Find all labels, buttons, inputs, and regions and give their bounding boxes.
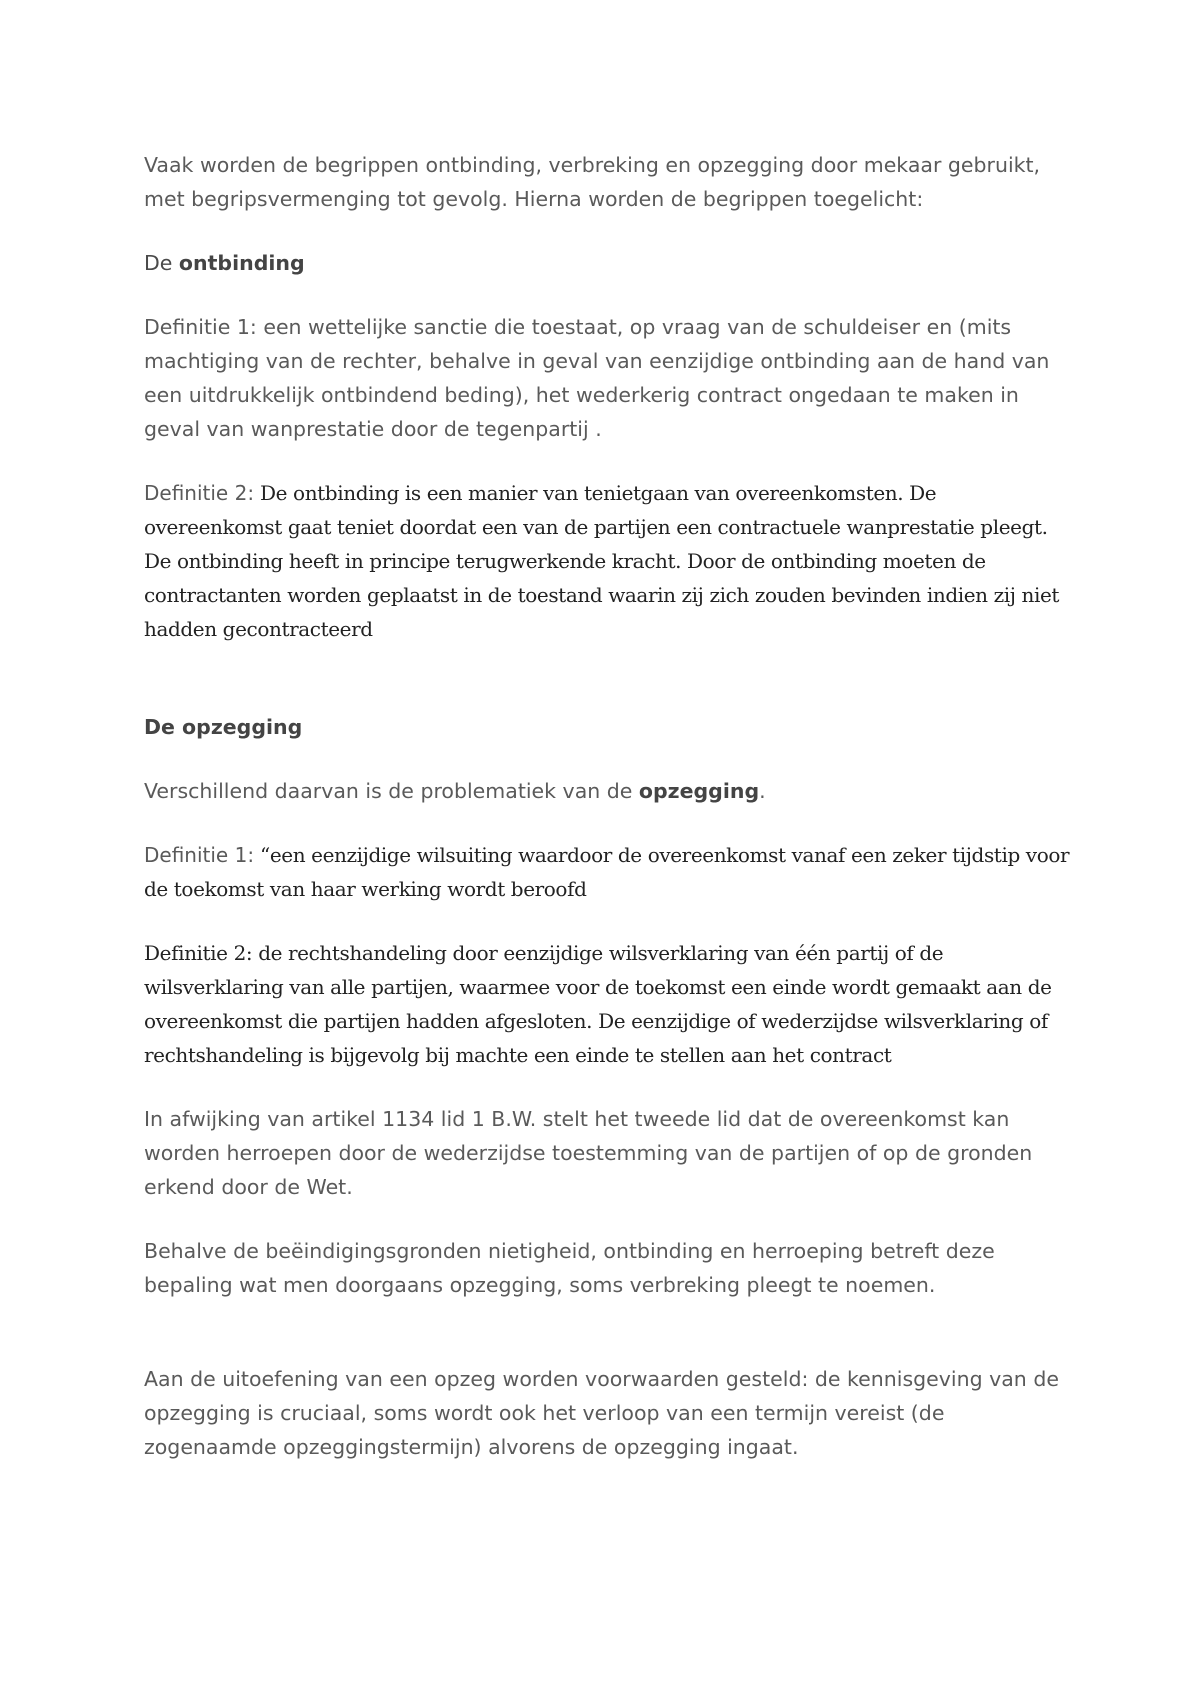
opzegging-definition-1-lead: Definitie 1: [144, 843, 255, 867]
intro-paragraph: Vaak worden de begrippen ontbinding, verbreking en opzegging door mekaar gebruikt, met begripsvermenging tot gevolg. Hierna worden de begrippen toegelicht: [144, 153, 1041, 211]
heading-ontbinding-bold: ontbinding [178, 251, 305, 275]
opzegging-definition-1 [144, 838, 1074, 906]
opzegging-definition-2: Definitie 2: de rechtshandeling door eenzijdige wilsverklaring van één partij of de wilsverklaring van alle partijen, waarmee voor de toekomst een einde wordt gemaakt aan de overeenkomst die partijen hadden afgesloten. De eenzijdige of wederzijdse wilsverklaring of rechtshandeling is bijgevolg bij machte een einde te stellen aan het contract [144, 941, 1052, 1067]
heading-ontbinding-prefix: De [144, 251, 179, 275]
heading-opzegging: De opzegging [144, 715, 303, 739]
opzegging-intro [144, 774, 1074, 808]
behalve-paragraph: Behalve de beëindigingsgronden nietigheid, ontbinding en herroeping betreft deze bepaling wat men doorgaans opzegging, soms verbreking pleegt te noemen. [144, 1239, 995, 1297]
opzegging-intro-bold: opzegging [638, 779, 760, 803]
opzegging-definition-1-text: “een eenzijdige wilsuiting waardoor de overeenkomst vanaf een zeker tijdstip voor de toekomst van haar werking wordt beroofd [144, 843, 1070, 901]
document-body [144, 148, 1074, 1464]
opzegging-intro-suffix: . [759, 779, 766, 803]
opzegging-intro-prefix: Verschillend daarvan is de problematiek van de [144, 779, 639, 803]
uitoefening-paragraph: Aan de uitoefening van een opzeg worden voorwaarden gesteld: de kennisgeving van de opzegging is cruciaal, soms wordt ook het verloop van een termijn vereist (de zogenaamde opzeggingstermijn) alvorens de opzegging ingaat. [144, 1367, 1059, 1459]
ontbinding-definition-2 [144, 476, 1074, 646]
heading-ontbinding [144, 246, 1074, 280]
ontbinding-definition-2-text: De ontbinding is een manier van tenietgaan van overeenkomsten. De overeenkomst gaat teniet doordat een van de partijen een contractuele wanprestatie pleegt. De ontbinding heeft in principe terugwerkende kracht. Door de ontbinding moeten de contractanten worden geplaatst in de toestand waarin zij zich zouden bevinden indien zij niet hadden gecontracteerd [144, 481, 1060, 641]
ontbinding-definition-1: Definitie 1: een wettelijke sanctie die toestaat, op vraag van de schuldeiser en (mits machtiging van de rechter, behalve in geval van eenzijdige ontbinding aan de hand van een uitdrukkelijk ontbindend beding), het wederkerig contract ongedaan te maken in geval van wanprestatie door de tegenpartij . [144, 315, 1050, 441]
ontbinding-definition-2-lead: Definitie 2: [144, 481, 255, 505]
artikel-paragraph: In afwijking van artikel 1134 lid 1 B.W. stelt het tweede lid dat de overeenkomst kan worden herroepen door de wederzijdse toestemming van de partijen of op de gronden erkend door de Wet. [144, 1107, 1033, 1199]
